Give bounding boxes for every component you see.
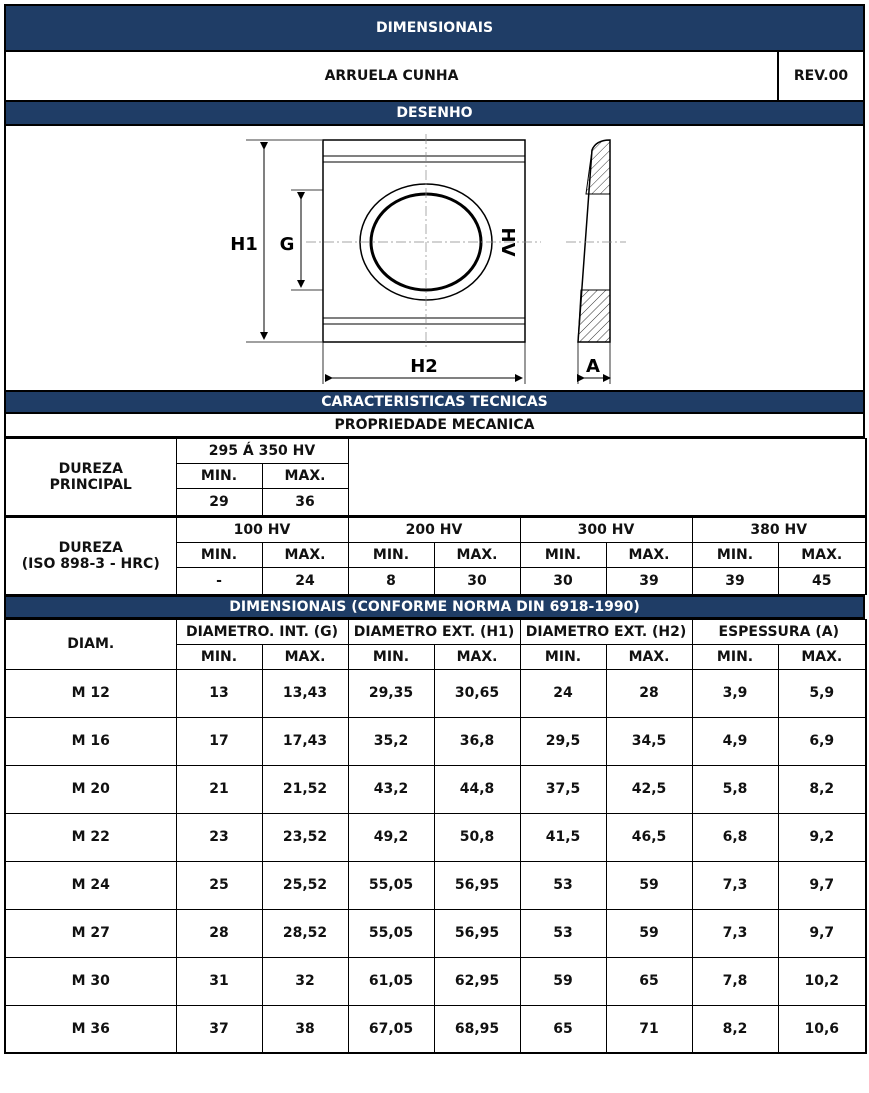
value-cell: 55,05 [348, 861, 434, 909]
table-row [5, 957, 866, 1005]
drawing-title: DESENHO [396, 105, 473, 121]
value-cell: 21 [176, 765, 262, 813]
value-cell: 7,3 [692, 861, 778, 909]
value-cell: 62,95 [434, 957, 520, 1005]
diam-cell: M 24 [5, 861, 176, 909]
value-cell: 56,95 [434, 909, 520, 957]
value-cell: 4,9 [692, 717, 778, 765]
dims-title-bar [4, 595, 865, 619]
value-cell: 9,2 [778, 813, 866, 861]
hv-group-header: 200 HV [348, 517, 520, 542]
hv-min-value: 8 [348, 567, 434, 594]
min-label: MIN. [176, 464, 262, 489]
dim-group-header: ESPESSURA (A) [692, 619, 866, 644]
tech-title: CARACTERISTICAS TECNICAS [321, 394, 548, 410]
hv-min-value: 30 [520, 567, 606, 594]
max-label: MAX. [606, 644, 692, 669]
min-label: MIN. [176, 644, 262, 669]
hv-max-value: 39 [606, 567, 692, 594]
diam-cell: M 30 [5, 957, 176, 1005]
header-title-bar [4, 4, 865, 52]
g-label: G [279, 234, 295, 255]
value-cell: 13,43 [262, 669, 348, 717]
h1-label: H1 [230, 234, 258, 255]
dureza-iso-table [4, 516, 867, 595]
max-label: MAX. [778, 542, 866, 567]
dim-group-header: DIAMETRO EXT. (H1) [348, 619, 520, 644]
value-cell: 44,8 [434, 765, 520, 813]
value-cell: 59 [606, 861, 692, 909]
diam-cell: M 12 [5, 669, 176, 717]
a-label: A [586, 356, 600, 377]
dureza-principal-range: 295 Á 350 HV [176, 439, 348, 464]
table-row [5, 717, 866, 765]
h2-label: H2 [410, 356, 438, 377]
value-cell: 59 [520, 957, 606, 1005]
drawing-title-bar [4, 102, 865, 126]
washer-front-view [323, 140, 525, 342]
hv-group-header: 300 HV [520, 517, 692, 542]
value-cell: 36,8 [434, 717, 520, 765]
value-cell: 23 [176, 813, 262, 861]
value-cell: 17 [176, 717, 262, 765]
hv-max-value: 30 [434, 567, 520, 594]
value-cell: 28 [176, 909, 262, 957]
min-label: MIN. [520, 644, 606, 669]
value-cell: 68,95 [434, 1005, 520, 1053]
value-cell: 65 [606, 957, 692, 1005]
product-row [4, 52, 865, 102]
diam-cell: M 22 [5, 813, 176, 861]
dureza-principal-max: 36 [262, 489, 348, 516]
min-label: MIN. [692, 542, 778, 567]
product-name: ARRUELA CUNHA [4, 52, 779, 102]
value-cell: 10,6 [778, 1005, 866, 1053]
value-cell: 46,5 [606, 813, 692, 861]
value-cell: 3,9 [692, 669, 778, 717]
value-cell: 5,9 [778, 669, 866, 717]
dureza-principal-table [4, 438, 867, 516]
hv-min-value: - [176, 567, 262, 594]
tech-title-bar [4, 390, 865, 414]
min-label: MIN. [692, 644, 778, 669]
max-label: MAX. [262, 464, 348, 489]
technical-drawing [4, 126, 865, 390]
diam-cell: M 27 [5, 909, 176, 957]
max-label: MAX. [606, 542, 692, 567]
value-cell: 32 [262, 957, 348, 1005]
hv-group-header: 380 HV [692, 517, 866, 542]
hv-group-header: 100 HV [176, 517, 348, 542]
min-label: MIN. [176, 542, 262, 567]
diam-cell: M 36 [5, 1005, 176, 1053]
washer-drawing [6, 126, 863, 390]
value-cell: 71 [606, 1005, 692, 1053]
hv-label: HV [497, 227, 518, 257]
table-row [5, 909, 866, 957]
value-cell: 29,5 [520, 717, 606, 765]
value-cell: 30,65 [434, 669, 520, 717]
diam-cell: M 16 [5, 717, 176, 765]
value-cell: 6,8 [692, 813, 778, 861]
dureza-principal-min: 29 [176, 489, 262, 516]
value-cell: 6,9 [778, 717, 866, 765]
value-cell: 55,05 [348, 909, 434, 957]
dim-group-header: DIAMETRO. INT. (G) [176, 619, 348, 644]
value-cell: 67,05 [348, 1005, 434, 1053]
value-cell: 43,2 [348, 765, 434, 813]
value-cell: 7,3 [692, 909, 778, 957]
table-row [5, 669, 866, 717]
value-cell: 56,95 [434, 861, 520, 909]
value-cell: 31 [176, 957, 262, 1005]
value-cell: 8,2 [778, 765, 866, 813]
value-cell: 23,52 [262, 813, 348, 861]
max-label: MAX. [262, 542, 348, 567]
value-cell: 49,2 [348, 813, 434, 861]
value-cell: 50,8 [434, 813, 520, 861]
value-cell: 37 [176, 1005, 262, 1053]
value-cell: 28,52 [262, 909, 348, 957]
value-cell: 24 [520, 669, 606, 717]
header-title: DIMENSIONAIS [375, 20, 494, 36]
diam-cell: M 20 [5, 765, 176, 813]
value-cell: 59 [606, 909, 692, 957]
max-label: MAX. [262, 644, 348, 669]
value-cell: 61,05 [348, 957, 434, 1005]
value-cell: 17,43 [262, 717, 348, 765]
min-label: MIN. [520, 542, 606, 567]
value-cell: 7,8 [692, 957, 778, 1005]
value-cell: 37,5 [520, 765, 606, 813]
diam-header: DIAM. [5, 619, 176, 669]
value-cell: 29,35 [348, 669, 434, 717]
value-cell: 65 [520, 1005, 606, 1053]
table-row [5, 1005, 866, 1053]
value-cell: 8,2 [692, 1005, 778, 1053]
table-row [5, 765, 866, 813]
dims-title: DIMENSIONAIS (CONFORME NORMA DIN 6918-1990) [229, 598, 640, 615]
value-cell: 25,52 [262, 861, 348, 909]
empty-cell [348, 439, 866, 516]
value-cell: 28 [606, 669, 692, 717]
table-row [5, 813, 866, 861]
hv-min-value: 39 [692, 567, 778, 594]
value-cell: 5,8 [692, 765, 778, 813]
value-cell: 9,7 [778, 861, 866, 909]
table-row [5, 861, 866, 909]
dimensions-table [4, 619, 867, 1055]
value-cell: 25 [176, 861, 262, 909]
max-label: MAX. [778, 644, 866, 669]
value-cell: 9,7 [778, 909, 866, 957]
value-cell: 34,5 [606, 717, 692, 765]
value-cell: 42,5 [606, 765, 692, 813]
min-label: MIN. [348, 644, 434, 669]
dim-group-header: DIAMETRO EXT. (H2) [520, 619, 692, 644]
max-label: MAX. [434, 644, 520, 669]
max-label: MAX. [434, 542, 520, 567]
value-cell: 10,2 [778, 957, 866, 1005]
datasheet [4, 4, 865, 1054]
hv-max-value: 45 [778, 567, 866, 594]
value-cell: 41,5 [520, 813, 606, 861]
dureza-principal-label: DUREZA PRINCIPAL [5, 439, 176, 516]
dureza-iso-label: DUREZA (ISO 898-3 - HRC) [5, 517, 176, 594]
value-cell: 35,2 [348, 717, 434, 765]
tech-subtitle: PROPRIEDADE MECANICA [4, 414, 865, 438]
value-cell: 13 [176, 669, 262, 717]
min-label: MIN. [348, 542, 434, 567]
value-cell: 38 [262, 1005, 348, 1053]
hv-max-value: 24 [262, 567, 348, 594]
value-cell: 21,52 [262, 765, 348, 813]
value-cell: 53 [520, 861, 606, 909]
revision-label: REV.00 [779, 52, 865, 102]
value-cell: 53 [520, 909, 606, 957]
